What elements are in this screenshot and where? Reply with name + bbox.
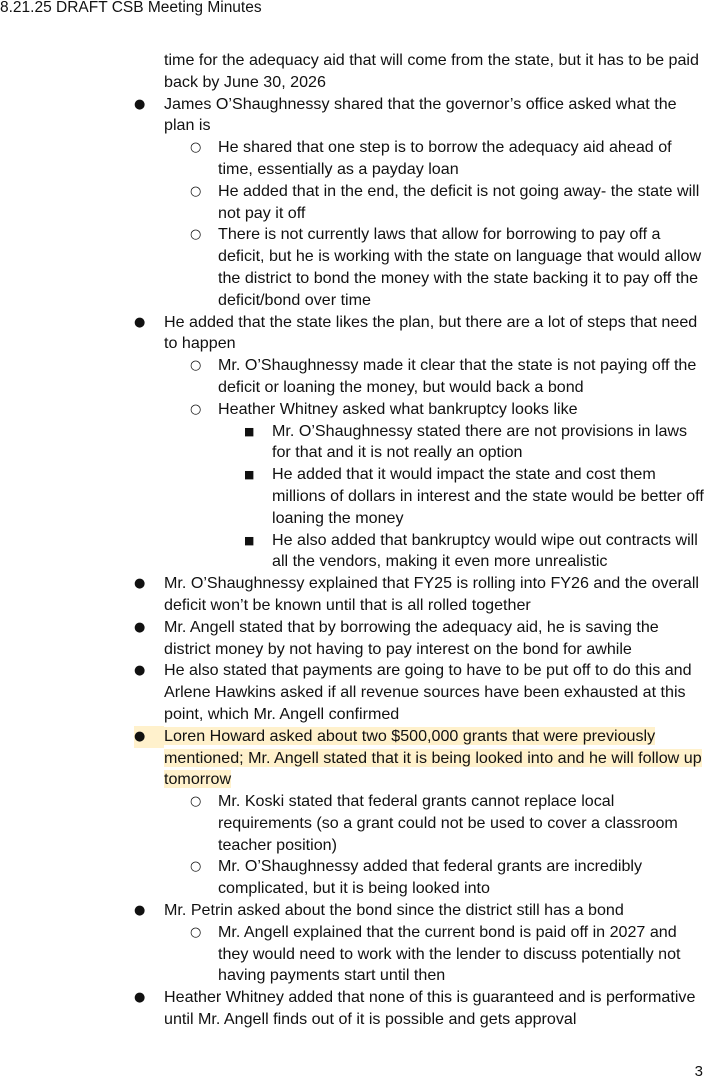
bullet-icon: ○ <box>190 794 202 810</box>
bullet-icon: ■ <box>244 424 255 438</box>
item-text: There is not currently laws that allow for borrowing to pay off a deficit, but he is working with the state on language that would allow the district to bond the money with the state backing it to pay off the deficit/bond over time <box>218 225 702 309</box>
bullet-icon: ○ <box>190 227 202 243</box>
bullet-icon: ● <box>134 314 146 330</box>
minutes-item <box>134 94 707 138</box>
bullet-icon: ○ <box>190 401 202 417</box>
minutes-item <box>190 137 707 181</box>
item-text: Mr. O’Shaughnessy explained that FY25 is rolling into FY26 and the overall deficit won’t be known until that is all rolled together <box>164 574 699 614</box>
minutes-item <box>134 573 707 617</box>
bullet-icon: ● <box>134 728 146 744</box>
bullet-icon: ○ <box>190 140 202 156</box>
item-text: Mr. Petrin asked about the bond since the district still has a bond <box>164 901 624 920</box>
bullet-icon: ■ <box>244 533 255 547</box>
item-text: He shared that one step is to borrow the adequacy aid ahead of time, essentially as a payday loan <box>218 138 672 178</box>
item-text: He also stated that payments are going to have to be put off to do this and Arlene Hawkins asked if all revenue sources have been exhausted at this point, which Mr. Angell confirmed <box>164 661 692 723</box>
item-text: Heather Whitney added that none of this is guaranteed and is performative until Mr. Angell finds out of it is possible and gets approval <box>164 988 696 1029</box>
bullet-icon: ● <box>134 619 146 635</box>
item-text: Mr. Angell stated that by borrowing the adequacy aid, he is saving the district money by not having to pay interest on the bond for awhile <box>164 617 659 658</box>
minutes-item <box>190 181 707 225</box>
item-text: Mr. Angell explained that the current bond is paid off in 2027 and they would need to work with the lender to discuss potentially not having payments start until then <box>218 922 681 985</box>
minutes-item <box>244 464 707 529</box>
item-text: He also added that bankruptcy would wipe out contracts will all the vendors, making it even more unrealistic <box>272 530 698 571</box>
minutes-item <box>190 856 707 900</box>
bullet-icon: ● <box>134 990 146 1006</box>
document-header: 8.21.25 DRAFT CSB Meeting Minutes <box>0 0 262 16</box>
item-text: He added that the state likes the plan, but there are a lot of steps that need to happen <box>164 312 698 353</box>
bullet-icon: ○ <box>190 183 202 199</box>
bullet-icon: ● <box>134 903 146 919</box>
minutes-item <box>134 987 707 1031</box>
bullet-icon: ● <box>134 96 146 112</box>
bullet-icon: ■ <box>244 468 255 482</box>
minutes-item <box>134 660 707 725</box>
highlighted-text: Loren Howard asked about two $500,000 grants that were previously mentioned; Mr. Angell stated that it is being looked into and he will follow up tomorrow <box>164 726 702 789</box>
bullet-icon: ● <box>134 576 146 592</box>
minutes-item <box>164 50 707 94</box>
item-text: Mr. O’Shaughnessy added that federal grants are incredibly complicated, but it is being looked into <box>218 857 643 898</box>
minutes-item <box>190 399 707 421</box>
minutes-item <box>190 922 707 987</box>
item-text: Mr. Koski stated that federal grants cannot replace local requirements (so a grant could not be used to cover a classroom teacher position) <box>218 792 678 854</box>
minutes-item <box>134 900 707 922</box>
minutes-body <box>0 50 707 1031</box>
item-text: He added that in the end, the deficit is not going away- the state will not pay it off <box>218 181 700 222</box>
bullet-icon: ○ <box>190 859 202 875</box>
bullet-icon: ○ <box>190 358 202 374</box>
item-text: He added that it would impact the state and cost them millions of dollars in interest and the state would be better off loaning the money <box>272 465 704 527</box>
minutes-item <box>190 791 707 856</box>
minutes-item <box>190 355 707 399</box>
minutes-item <box>134 726 707 791</box>
bullet-icon: ○ <box>190 924 202 940</box>
minutes-item <box>244 530 707 574</box>
page-number: 3 <box>694 1063 703 1080</box>
bullet-icon: ● <box>134 663 146 679</box>
item-text: time for the adequacy aid that will come from the state, but it has to be paid back by June 30, 2026 <box>164 51 699 91</box>
minutes-item <box>190 224 707 311</box>
minutes-item <box>134 312 707 356</box>
item-text: Heather Whitney asked what bankruptcy looks like <box>218 399 578 418</box>
item-text: Mr. O’Shaughnessy made it clear that the state is not paying off the deficit or loaning the money, but would back a bond <box>218 356 697 396</box>
item-text: James O’Shaughnessy shared that the governor’s office asked what the plan is <box>164 94 677 135</box>
minutes-item <box>244 421 707 465</box>
minutes-item <box>134 617 707 661</box>
item-text: Mr. O’Shaughnessy stated there are not provisions in laws for that and it is not really an option <box>272 421 688 462</box>
